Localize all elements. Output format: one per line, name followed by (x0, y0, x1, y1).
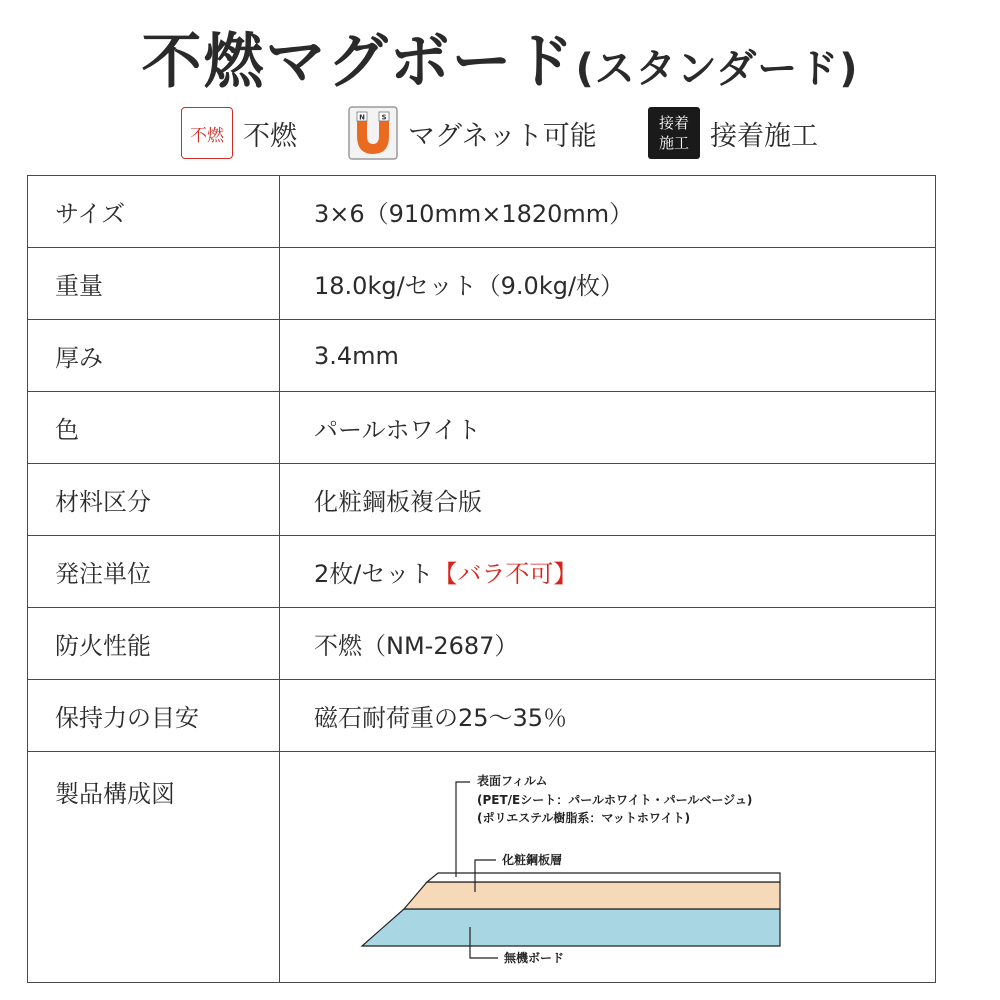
film-spec-line: (ポリエステル樹脂系：マットホワイト) (477, 811, 691, 825)
steel-layer (404, 882, 780, 909)
film-spec-line: (PET/Eシート：パールホワイト・パールベージュ) (477, 793, 753, 807)
spec-row (28, 536, 936, 608)
spec-row (28, 392, 936, 464)
spec-label: 防火性能 (28, 608, 280, 680)
spec-value: 化粧鋼板複合版 (280, 464, 936, 536)
magnet-n-text: N (359, 113, 365, 122)
board-layer-label: 無機ボード (504, 951, 565, 965)
adhesive-icon-line1: 接着 (658, 114, 689, 132)
magnet-s-text: S (381, 113, 387, 122)
spec-label: 発注単位 (28, 536, 280, 608)
spec-value: 3×6（910mm×1820mm） (280, 176, 936, 248)
spec-value: 磁石耐荷重の25〜35％ (280, 680, 936, 752)
spec-row (28, 248, 936, 320)
product-structure-cell (280, 752, 936, 983)
product-variant: (スタンダード) (575, 46, 859, 92)
badge-adhesive-label: 接着施工 (710, 120, 818, 152)
spec-label: 保持力の目安 (28, 680, 280, 752)
spec-value: 不燃（NM-2687） (280, 608, 936, 680)
product-structure-diagram (280, 752, 937, 983)
spec-row-diagram (28, 752, 936, 983)
spec-value: パールホワイト (280, 392, 936, 464)
spec-row (28, 608, 936, 680)
badge-funen-label: 不燃 (243, 120, 297, 152)
spec-value (280, 536, 936, 608)
page-title (0, 14, 1000, 100)
board-layer (362, 909, 780, 946)
spec-label: サイズ (28, 176, 280, 248)
spec-row (28, 176, 936, 248)
order-unit-value: 2枚/セット (314, 560, 434, 588)
steel-layer-label: 化粧鋼板層 (502, 853, 563, 867)
spec-value: 18.0kg/セット（9.0kg/枚） (280, 248, 936, 320)
spec-label: 製品構成図 (28, 752, 280, 983)
badge-magnet-label: マグネット可能 (408, 120, 597, 152)
spec-label: 重量 (28, 248, 280, 320)
feature-badges (0, 105, 1000, 161)
badge-magnet (348, 105, 597, 161)
layer-diagram-svg (280, 752, 937, 983)
adhesive-icon-line2: 施工 (658, 134, 689, 152)
spec-row (28, 464, 936, 536)
film-title: 表面フィルム (477, 774, 548, 788)
spec-label: 色 (28, 392, 280, 464)
spec-label: 材料区分 (28, 464, 280, 536)
magnet-icon (348, 106, 398, 160)
no-single-sale-note: 【バラ不可】 (433, 560, 578, 588)
spec-row (28, 320, 936, 392)
badge-funen (181, 105, 297, 161)
spec-label: 厚み (28, 320, 280, 392)
spec-row (28, 680, 936, 752)
spec-value: 3.4mm (280, 320, 936, 392)
adhesive-construction-icon (648, 107, 700, 159)
film-layer (427, 873, 780, 882)
film-leader-line (456, 782, 470, 877)
spec-table (27, 175, 936, 983)
funen-icon: 不燃 (181, 107, 233, 159)
product-name: 不燃マグボード (141, 27, 576, 97)
badge-adhesive (648, 105, 818, 161)
